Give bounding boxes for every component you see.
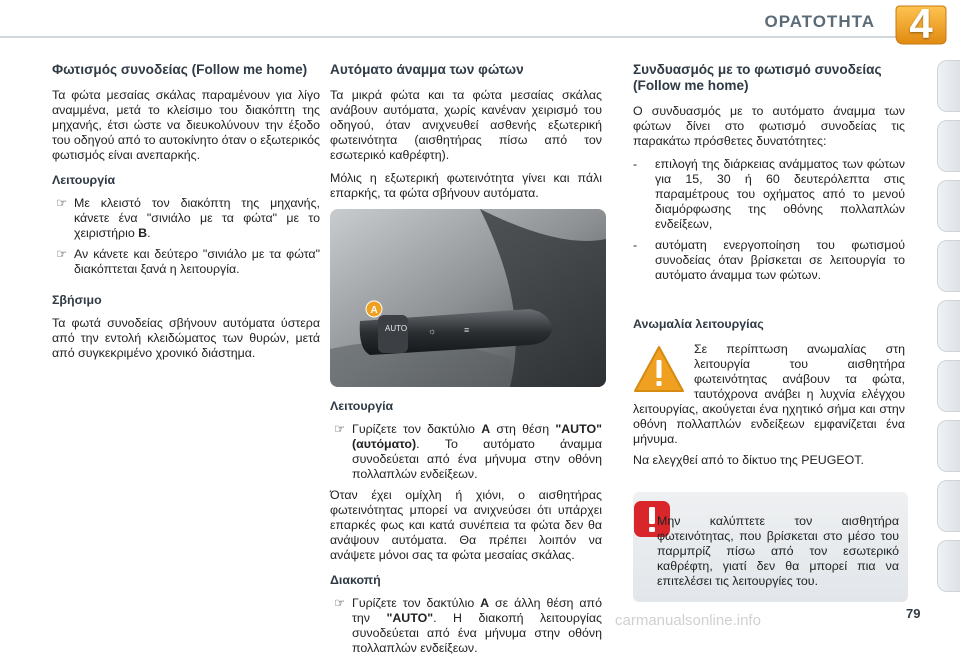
control-label: B (138, 226, 148, 240)
lighting-stalk-illustration (330, 209, 606, 387)
malfunction-block (633, 342, 905, 447)
position-label: "AUTO" (386, 611, 434, 625)
subheading: Λειτουργία (52, 173, 116, 187)
side-tab[interactable] (937, 480, 960, 532)
text-fragment: Με κλειστό τον διακόπτη της μηχανής, κάνετε ένα "σινιάλο με τα φώτα" με το χειριστήριο (74, 196, 320, 240)
paragraph: Μόλις η εξωτερική φωτεινότητα γίνει και πάλι επαρκής, τα φώτα σβήνουν αυτόματα. (330, 171, 602, 200)
subheading: Λειτουργία (330, 399, 394, 413)
column-auto-lights (330, 62, 602, 662)
side-tabs (934, 60, 960, 620)
page-header (0, 0, 960, 47)
section-heading: Φωτισμός συνοδείας (Follow me home) (52, 62, 308, 77)
side-tab[interactable] (937, 60, 960, 112)
subheading: Διακοπή (330, 573, 381, 587)
text-fragment: επιλογή της διάρκειας ανάμματος των φώτων για 15, 30 ή 60 δευτερόλεπτα στις παραμέτρους του οχήματος από το μενού διαμόρφωσης της οθόνης πολλαπλών ενδείξεων, (655, 157, 905, 231)
subheading: Ανωμαλία λειτουργίας (633, 317, 764, 331)
pointer-hand-icon: ☞ (334, 596, 346, 610)
svg-text:≡: ≡ (464, 325, 470, 335)
text-fragment: Αν κάνετε και δεύτερο "σινιάλο με τα φώτα" διακόπτεται ξανά η λειτουργία. (74, 247, 320, 276)
list-item (52, 247, 320, 277)
auto-position-label: AUTO (385, 324, 408, 333)
chapter-title: ΟΡΑΤΟΤΗΤΑ (764, 12, 875, 31)
paragraph: Τα μικρά φώτα και τα φώτα μεσαίας σκάλας ανάβουν αυτόματα, χωρίς κανέναν χειρισμό του οδηγού, όταν ανιχνευθεί ασθενής εξωτερική φωτεινότητα (αισθητήρας πίσω από τον εσωτερικό καθρέφτη). (330, 88, 602, 162)
text-fragment: σε άλλη θέση από την (352, 596, 602, 625)
pointer-hand-icon: ☞ (56, 196, 68, 210)
list-item (52, 196, 320, 241)
column-combination (633, 62, 905, 476)
control-label: A (480, 596, 490, 610)
list-item (330, 596, 602, 656)
side-tab[interactable] (937, 360, 960, 412)
svg-text:☼: ☼ (428, 326, 437, 336)
column-follow-me-home (52, 62, 320, 369)
text-fragment: . (147, 226, 151, 240)
section-heading: Αυτόματο άναμμα των φώτων (330, 62, 524, 77)
chapter-number: 4 (909, 0, 933, 47)
side-tab[interactable] (937, 540, 960, 592)
paragraph: Όταν έχει ομίχλη ή χιόνι, ο αισθητήρας φωτεινότητας μπορεί να ανιχνεύσει ότι υπάρχει επαρκές φως και κατά συνέπεια τα φώτα δεν θα ανάψουν αυτόματα. Θα πρέπει λοιπόν να ανάψετε μόνοι σας τα φώτα μεσαίας σκάλας. (330, 488, 602, 562)
chapter-badge (894, 2, 948, 46)
list-item (633, 238, 905, 283)
side-tab[interactable] (937, 120, 960, 172)
page-number: 79 (906, 606, 921, 621)
side-tab[interactable] (937, 420, 960, 472)
dash-bullet: - (633, 238, 638, 252)
paragraph: Ο συνδυασμός με το αυτόματο άναμμα των φώτων δίνει στο φωτισμό συνοδείας τις παρακάτω πρόσθετες δυνατότητες: (633, 104, 905, 148)
paragraph: Να ελεγχθεί από το δίκτυο της PEUGEOT. (633, 453, 864, 467)
lighting-stalk-photo (330, 209, 606, 387)
text-fragment: . Το αυτόματο άναμμα συνοδεύεται από ένα μήνυμα στην οθόνη πολλαπλών ενδείξεων. (352, 437, 602, 481)
header-divider (0, 36, 900, 38)
warning-text: Μην καλύπτετε τον αισθητήρα φωτεινότητας, που βρίσκεται στο μέσο του παρμπρίζ πίσω από τον εσωτερικό καθρέφτη, γιατί δεν θα μπορεί πια να επιτελέσει τις λειτουργίες του. (657, 514, 899, 588)
text-fragment: Γυρίζετε τον δακτύλιο (352, 422, 482, 436)
paragraph: Τα φωτά συνοδείας σβήνουν αυτόματα ύστερα από την εντολή κλειδώματος των θυρών, μετά από συγκεκριμένο χρονικό διάστημα. (52, 316, 320, 360)
ring-a-callout: A (370, 305, 378, 316)
dash-bullet: - (633, 157, 638, 171)
watermark: carmanualsonline.info (615, 612, 761, 629)
subheading: Σβήσιμο (52, 293, 102, 307)
side-tab[interactable] (937, 180, 960, 232)
position-label: "AUTO" (αυτόματο) (352, 422, 602, 451)
text-fragment: Γυρίζετε τον δακτύλιο (352, 596, 481, 610)
list-item (633, 157, 905, 232)
paragraph: Τα φώτα μεσαίας σκάλας παραμένουν για λίγο αναμμένα, μετά το κλείσιμο του διακόπτη της μηχανής, έτσι ώστε να διευκολύνουν την έξοδο του οδηγού από το αυτοκίνητο όταν ο εξωτερικός φωτισμός είναι ανεπαρκής. (52, 88, 320, 162)
text-fragment: στη θέση (490, 422, 556, 436)
pointer-hand-icon: ☞ (56, 247, 68, 261)
paragraph: Σε περίπτωση ανωμαλίας στη λειτουργία του αισθητήρα φωτεινότητας ανάβουν τα φώτα, ταυτόχρονα ανάβει η λυχνία ελέγχου λειτουργίας, ακούγεται ένα ηχητικό σήμα και στην οθόνη πολλαπλών ενδείξεων εμφανίζεται ένα μήνυμα. (633, 342, 905, 446)
text-fragment: . Η διακοπή λειτουργίας συνοδεύεται από ένα μήνυμα στην οθόνη πολλαπλών ενδείξεων. (352, 611, 602, 655)
pointer-hand-icon: ☞ (334, 422, 346, 436)
text-fragment: αυτόματη ενεργοποίηση του φωτισμού συνοδείας όταν βρίσκεται σε λειτουργία το αυτόματο άναμμα των φώτων. (655, 238, 905, 282)
section-heading: Συνδυασμός με το φωτισμό συνοδείας (Follow me home) (633, 62, 882, 93)
side-tab[interactable] (937, 240, 960, 292)
warning-triangle-icon (633, 344, 688, 399)
list-item (330, 422, 602, 482)
side-tab[interactable] (937, 300, 960, 352)
control-label: A (481, 422, 491, 436)
